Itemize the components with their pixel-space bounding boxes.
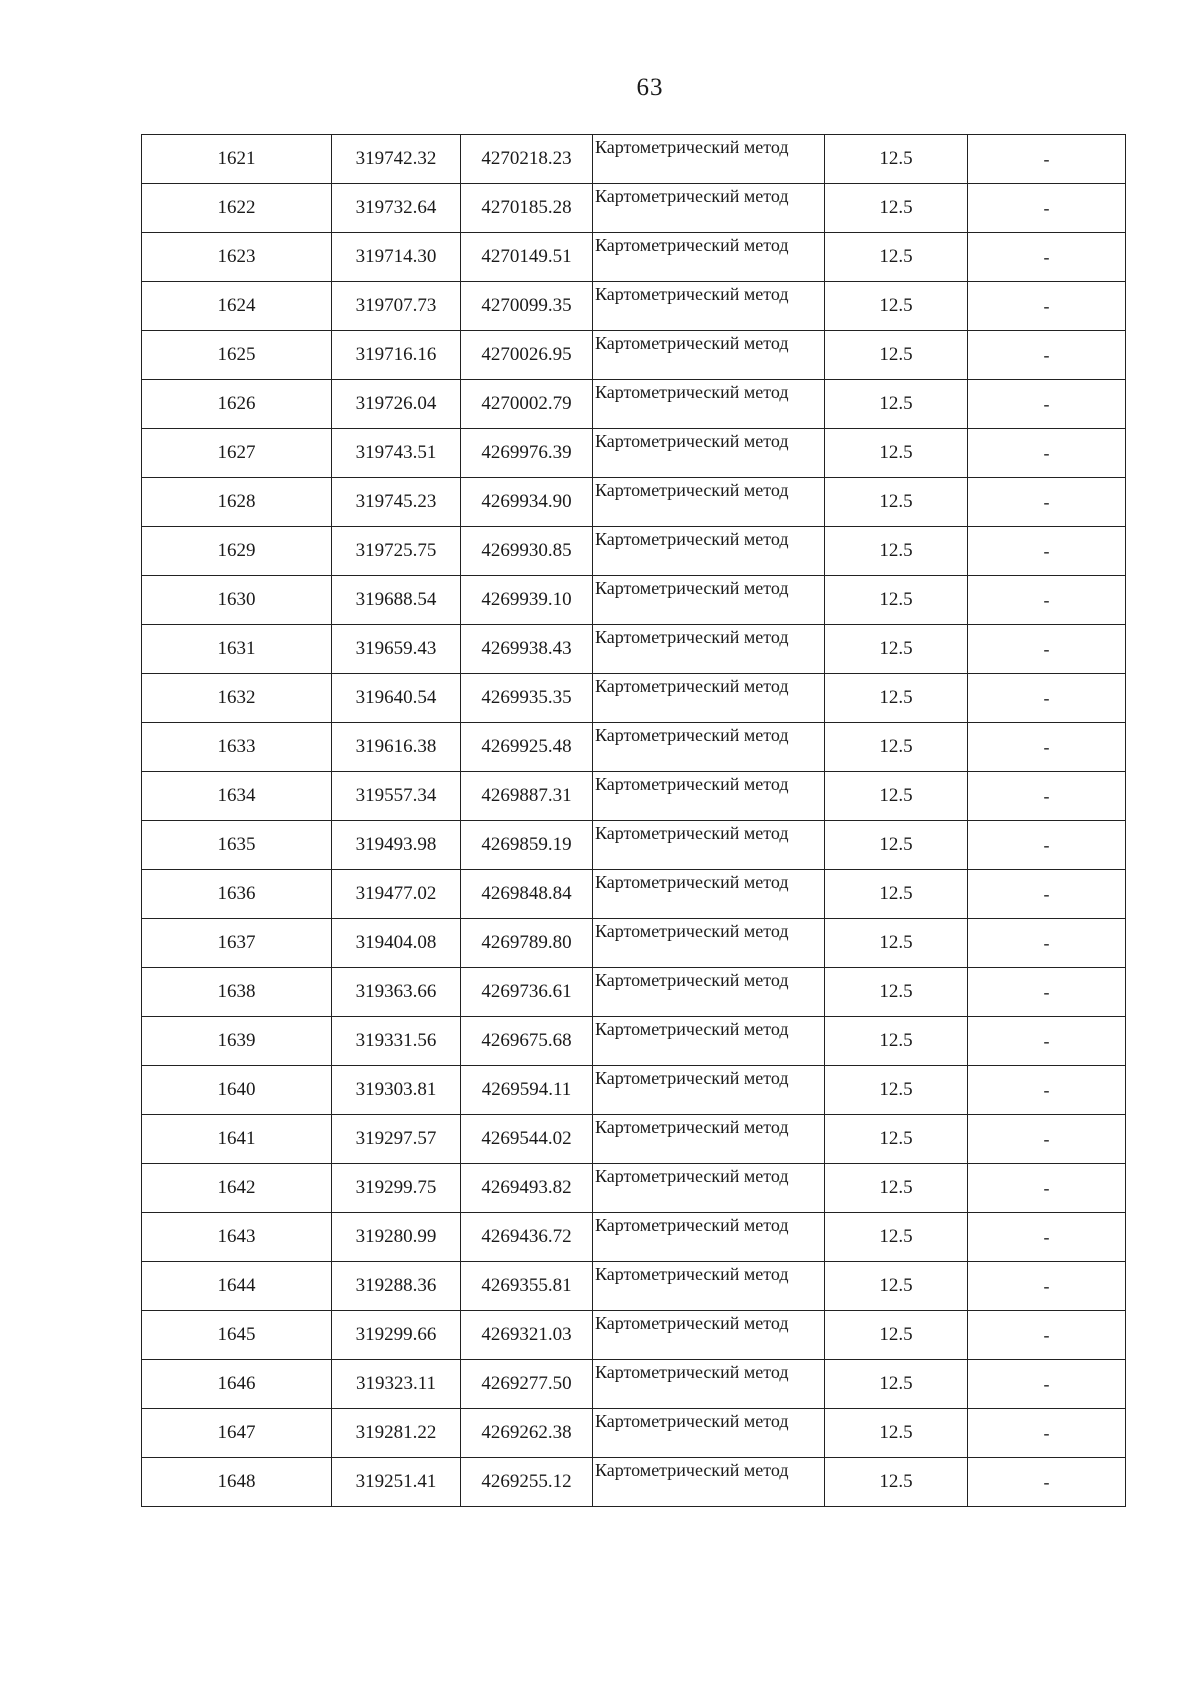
table-body xyxy=(142,135,1126,1507)
x-coordinate-cell: 319726.04 xyxy=(332,380,461,429)
method-cell: Картометрический метод xyxy=(593,1360,825,1409)
method-cell: Картометрический метод xyxy=(593,1164,825,1213)
table-row xyxy=(142,1262,1126,1311)
accuracy-cell: 12.5 xyxy=(825,1262,968,1311)
table-row xyxy=(142,1458,1126,1507)
method-cell: Картометрический метод xyxy=(593,1213,825,1262)
accuracy-cell: 12.5 xyxy=(825,135,968,184)
y-coordinate-cell: 4269976.39 xyxy=(461,429,593,478)
method-cell: Картометрический метод xyxy=(593,1017,825,1066)
accuracy-cell: 12.5 xyxy=(825,772,968,821)
table-row xyxy=(142,1115,1126,1164)
note-cell: - xyxy=(968,576,1126,625)
note-cell: - xyxy=(968,772,1126,821)
y-coordinate-cell: 4269255.12 xyxy=(461,1458,593,1507)
method-cell: Картометрический метод xyxy=(593,1458,825,1507)
accuracy-cell: 12.5 xyxy=(825,1066,968,1115)
table-row xyxy=(142,968,1126,1017)
method-cell: Картометрический метод xyxy=(593,478,825,527)
accuracy-cell: 12.5 xyxy=(825,1458,968,1507)
accuracy-cell: 12.5 xyxy=(825,1017,968,1066)
point-number-cell: 1647 xyxy=(142,1409,332,1458)
point-number-cell: 1629 xyxy=(142,527,332,576)
table-row xyxy=(142,821,1126,870)
table-row xyxy=(142,625,1126,674)
point-number-cell: 1622 xyxy=(142,184,332,233)
note-cell: - xyxy=(968,674,1126,723)
note-cell: - xyxy=(968,1213,1126,1262)
note-cell: - xyxy=(968,821,1126,870)
y-coordinate-cell: 4270002.79 xyxy=(461,380,593,429)
note-cell: - xyxy=(968,380,1126,429)
x-coordinate-cell: 319323.11 xyxy=(332,1360,461,1409)
method-cell: Картометрический метод xyxy=(593,821,825,870)
table-row xyxy=(142,184,1126,233)
note-cell: - xyxy=(968,723,1126,772)
table-row xyxy=(142,282,1126,331)
y-coordinate-cell: 4269938.43 xyxy=(461,625,593,674)
note-cell: - xyxy=(968,1115,1126,1164)
y-coordinate-cell: 4269789.80 xyxy=(461,919,593,968)
note-cell: - xyxy=(968,331,1126,380)
note-cell: - xyxy=(968,919,1126,968)
point-number-cell: 1636 xyxy=(142,870,332,919)
accuracy-cell: 12.5 xyxy=(825,821,968,870)
accuracy-cell: 12.5 xyxy=(825,576,968,625)
point-number-cell: 1628 xyxy=(142,478,332,527)
y-coordinate-cell: 4269934.90 xyxy=(461,478,593,527)
x-coordinate-cell: 319659.43 xyxy=(332,625,461,674)
point-number-cell: 1644 xyxy=(142,1262,332,1311)
accuracy-cell: 12.5 xyxy=(825,429,968,478)
table-row xyxy=(142,429,1126,478)
method-cell: Картометрический метод xyxy=(593,429,825,478)
point-number-cell: 1646 xyxy=(142,1360,332,1409)
accuracy-cell: 12.5 xyxy=(825,919,968,968)
y-coordinate-cell: 4269262.38 xyxy=(461,1409,593,1458)
method-cell: Картометрический метод xyxy=(593,380,825,429)
y-coordinate-cell: 4269436.72 xyxy=(461,1213,593,1262)
y-coordinate-cell: 4270218.23 xyxy=(461,135,593,184)
x-coordinate-cell: 319363.66 xyxy=(332,968,461,1017)
note-cell: - xyxy=(968,184,1126,233)
y-coordinate-cell: 4270099.35 xyxy=(461,282,593,331)
accuracy-cell: 12.5 xyxy=(825,1360,968,1409)
point-number-cell: 1635 xyxy=(142,821,332,870)
x-coordinate-cell: 319281.22 xyxy=(332,1409,461,1458)
point-number-cell: 1623 xyxy=(142,233,332,282)
x-coordinate-cell: 319557.34 xyxy=(332,772,461,821)
method-cell: Картометрический метод xyxy=(593,331,825,380)
method-cell: Картометрический метод xyxy=(593,135,825,184)
note-cell: - xyxy=(968,1458,1126,1507)
x-coordinate-cell: 319288.36 xyxy=(332,1262,461,1311)
note-cell: - xyxy=(968,1262,1126,1311)
method-cell: Картометрический метод xyxy=(593,968,825,1017)
note-cell: - xyxy=(968,1360,1126,1409)
note-cell: - xyxy=(968,1017,1126,1066)
x-coordinate-cell: 319688.54 xyxy=(332,576,461,625)
method-cell: Картометрический метод xyxy=(593,1409,825,1458)
point-number-cell: 1634 xyxy=(142,772,332,821)
point-number-cell: 1626 xyxy=(142,380,332,429)
note-cell: - xyxy=(968,1311,1126,1360)
y-coordinate-cell: 4269493.82 xyxy=(461,1164,593,1213)
accuracy-cell: 12.5 xyxy=(825,184,968,233)
y-coordinate-cell: 4269935.35 xyxy=(461,674,593,723)
accuracy-cell: 12.5 xyxy=(825,674,968,723)
point-number-cell: 1632 xyxy=(142,674,332,723)
accuracy-cell: 12.5 xyxy=(825,968,968,1017)
x-coordinate-cell: 319477.02 xyxy=(332,870,461,919)
table-row xyxy=(142,674,1126,723)
table-row xyxy=(142,527,1126,576)
method-cell: Картометрический метод xyxy=(593,527,825,576)
x-coordinate-cell: 319616.38 xyxy=(332,723,461,772)
note-cell: - xyxy=(968,527,1126,576)
y-coordinate-cell: 4270185.28 xyxy=(461,184,593,233)
table-row xyxy=(142,1311,1126,1360)
x-coordinate-cell: 319732.64 xyxy=(332,184,461,233)
method-cell: Картометрический метод xyxy=(593,576,825,625)
table-row xyxy=(142,1017,1126,1066)
method-cell: Картометрический метод xyxy=(593,184,825,233)
y-coordinate-cell: 4269736.61 xyxy=(461,968,593,1017)
x-coordinate-cell: 319280.99 xyxy=(332,1213,461,1262)
point-number-cell: 1641 xyxy=(142,1115,332,1164)
point-number-cell: 1630 xyxy=(142,576,332,625)
table-row xyxy=(142,331,1126,380)
y-coordinate-cell: 4270149.51 xyxy=(461,233,593,282)
point-number-cell: 1631 xyxy=(142,625,332,674)
table-row xyxy=(142,233,1126,282)
y-coordinate-cell: 4269277.50 xyxy=(461,1360,593,1409)
x-coordinate-cell: 319707.73 xyxy=(332,282,461,331)
x-coordinate-cell: 319297.57 xyxy=(332,1115,461,1164)
y-coordinate-cell: 4269594.11 xyxy=(461,1066,593,1115)
x-coordinate-cell: 319640.54 xyxy=(332,674,461,723)
accuracy-cell: 12.5 xyxy=(825,1115,968,1164)
x-coordinate-cell: 319404.08 xyxy=(332,919,461,968)
accuracy-cell: 12.5 xyxy=(825,1213,968,1262)
point-number-cell: 1624 xyxy=(142,282,332,331)
method-cell: Картометрический метод xyxy=(593,233,825,282)
y-coordinate-cell: 4270026.95 xyxy=(461,331,593,380)
method-cell: Картометрический метод xyxy=(593,772,825,821)
table-row xyxy=(142,919,1126,968)
method-cell: Картометрический метод xyxy=(593,1311,825,1360)
method-cell: Картометрический метод xyxy=(593,870,825,919)
point-number-cell: 1642 xyxy=(142,1164,332,1213)
y-coordinate-cell: 4269848.84 xyxy=(461,870,593,919)
table-row xyxy=(142,1066,1126,1115)
method-cell: Картометрический метод xyxy=(593,1262,825,1311)
table-row xyxy=(142,1360,1126,1409)
table-row xyxy=(142,1213,1126,1262)
accuracy-cell: 12.5 xyxy=(825,380,968,429)
note-cell: - xyxy=(968,1066,1126,1115)
table-row xyxy=(142,135,1126,184)
accuracy-cell: 12.5 xyxy=(825,478,968,527)
method-cell: Картометрический метод xyxy=(593,282,825,331)
table-row xyxy=(142,772,1126,821)
method-cell: Картометрический метод xyxy=(593,723,825,772)
x-coordinate-cell: 319299.75 xyxy=(332,1164,461,1213)
table-row xyxy=(142,478,1126,527)
point-number-cell: 1639 xyxy=(142,1017,332,1066)
x-coordinate-cell: 319331.56 xyxy=(332,1017,461,1066)
coordinates-table xyxy=(141,134,1126,1507)
method-cell: Картометрический метод xyxy=(593,674,825,723)
method-cell: Картометрический метод xyxy=(593,919,825,968)
accuracy-cell: 12.5 xyxy=(825,282,968,331)
x-coordinate-cell: 319251.41 xyxy=(332,1458,461,1507)
y-coordinate-cell: 4269544.02 xyxy=(461,1115,593,1164)
point-number-cell: 1621 xyxy=(142,135,332,184)
point-number-cell: 1645 xyxy=(142,1311,332,1360)
y-coordinate-cell: 4269930.85 xyxy=(461,527,593,576)
y-coordinate-cell: 4269675.68 xyxy=(461,1017,593,1066)
note-cell: - xyxy=(968,282,1126,331)
x-coordinate-cell: 319493.98 xyxy=(332,821,461,870)
note-cell: - xyxy=(968,429,1126,478)
point-number-cell: 1640 xyxy=(142,1066,332,1115)
accuracy-cell: 12.5 xyxy=(825,233,968,282)
method-cell: Картометрический метод xyxy=(593,1115,825,1164)
accuracy-cell: 12.5 xyxy=(825,1164,968,1213)
accuracy-cell: 12.5 xyxy=(825,625,968,674)
accuracy-cell: 12.5 xyxy=(825,1311,968,1360)
table-row xyxy=(142,723,1126,772)
table-row xyxy=(142,1409,1126,1458)
x-coordinate-cell: 319743.51 xyxy=(332,429,461,478)
point-number-cell: 1648 xyxy=(142,1458,332,1507)
y-coordinate-cell: 4269355.81 xyxy=(461,1262,593,1311)
point-number-cell: 1627 xyxy=(142,429,332,478)
point-number-cell: 1638 xyxy=(142,968,332,1017)
x-coordinate-cell: 319725.75 xyxy=(332,527,461,576)
accuracy-cell: 12.5 xyxy=(825,870,968,919)
point-number-cell: 1625 xyxy=(142,331,332,380)
accuracy-cell: 12.5 xyxy=(825,1409,968,1458)
note-cell: - xyxy=(968,968,1126,1017)
x-coordinate-cell: 319714.30 xyxy=(332,233,461,282)
note-cell: - xyxy=(968,1409,1126,1458)
y-coordinate-cell: 4269321.03 xyxy=(461,1311,593,1360)
note-cell: - xyxy=(968,478,1126,527)
table-row xyxy=(142,380,1126,429)
note-cell: - xyxy=(968,1164,1126,1213)
accuracy-cell: 12.5 xyxy=(825,723,968,772)
table-row xyxy=(142,576,1126,625)
table-row xyxy=(142,870,1126,919)
y-coordinate-cell: 4269887.31 xyxy=(461,772,593,821)
method-cell: Картометрический метод xyxy=(593,625,825,674)
point-number-cell: 1637 xyxy=(142,919,332,968)
page-number: 63 xyxy=(636,74,664,101)
x-coordinate-cell: 319745.23 xyxy=(332,478,461,527)
accuracy-cell: 12.5 xyxy=(825,331,968,380)
x-coordinate-cell: 319742.32 xyxy=(332,135,461,184)
x-coordinate-cell: 319716.16 xyxy=(332,331,461,380)
point-number-cell: 1643 xyxy=(142,1213,332,1262)
method-cell: Картометрический метод xyxy=(593,1066,825,1115)
x-coordinate-cell: 319299.66 xyxy=(332,1311,461,1360)
x-coordinate-cell: 319303.81 xyxy=(332,1066,461,1115)
note-cell: - xyxy=(968,135,1126,184)
note-cell: - xyxy=(968,625,1126,674)
note-cell: - xyxy=(968,870,1126,919)
y-coordinate-cell: 4269925.48 xyxy=(461,723,593,772)
accuracy-cell: 12.5 xyxy=(825,527,968,576)
y-coordinate-cell: 4269859.19 xyxy=(461,821,593,870)
table-row xyxy=(142,1164,1126,1213)
y-coordinate-cell: 4269939.10 xyxy=(461,576,593,625)
note-cell: - xyxy=(968,233,1126,282)
point-number-cell: 1633 xyxy=(142,723,332,772)
